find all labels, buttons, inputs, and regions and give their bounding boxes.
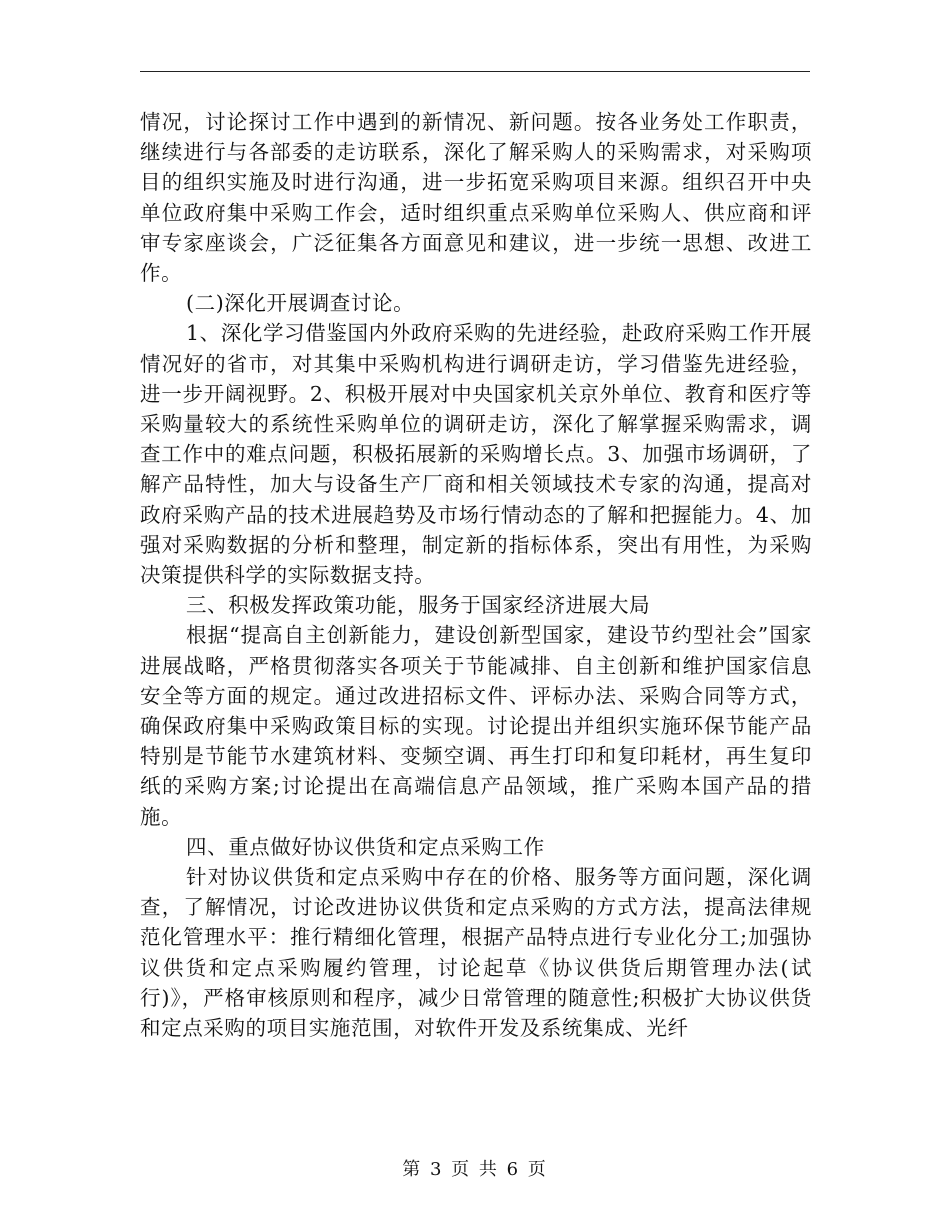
section-heading-survey: (二)深化开展调查讨论。 — [186, 291, 415, 316]
paragraph-continuation: 情况，讨论探讨工作中遇到的新情况、新问题。按各业务处工作职责，继续进行与各部委的走访联系，深化了解采购人的采购需求，对采购项目的组织实施及时进行沟通，进一步拓宽采购项目来源。组织召开中央单位政府集中采购工作会，适时组织重点采购单位采购人、供应商和评审专家座谈会，广泛征集各方面意见和建议，进一步统一思想、改进工作。 — [140, 110, 812, 286]
paragraph-policy-details: 根据“提高自主创新能力，建设创新型国家，建设节约型社会”国家进展战略，严格贯彻落实各项关于节能减排、自主创新和维护国家信息安全等方面的规定。通过改进招标文件、评标办法、采购合同等方式，确保政府集中采购政策目标的实现。讨论提出并组织实施环保节能产品特别是节能节水建筑材料、变频空调、再生打印和复印耗材，再生复印纸的采购方案;讨论提出在高端信息产品领域，推广采购本国产品的措施。 — [140, 623, 812, 829]
header-rule — [140, 71, 810, 72]
page-number: 第 3 页 共 6 页 — [402, 1159, 548, 1180]
section-heading-policy: 三、积极发挥政策功能，服务于国家经济进展大局 — [186, 593, 651, 618]
section-heading-agreement-supply: 四、重点做好协议供货和定点采购工作 — [186, 834, 545, 859]
paragraph-survey-details: 1、深化学习借鉴国内外政府采购的先进经验，赴政府采购工作开展情况好的省市，对其集中采购机构进行调研走访，学习借鉴先进经验，进一步开阔视野。2、积极开展对中央国家机关京外单位、教育和医疗等采购量较大的系统性采购单位的调研走访，深化了解掌握采购需求，调查工作中的难点问题，积极拓展新的采购增长点。3、加强市场调研，了解产品特性，加大与设备生产厂商和相关领域技术专家的沟通，提高对政府采购产品的技术进展趋势及市场行情动态的了解和把握能力。4、加强对采购数据的分析和整理，制定新的指标体系，突出有用性，为采购决策提供科学的实际数据支持。 — [140, 321, 812, 588]
document-body — [140, 107, 812, 1043]
paragraph-agreement-supply-details: 针对协议供货和定点采购中存在的价格、服务等方面问题，深化调查，了解情况，讨论改进协议供货和定点采购的方式方法，提高法律规范化管理水平：推行精细化管理，根据产品特点进行专业化分工;加强协议供货和定点采购履约管理，讨论起草《协议供货后期管理办法(试行)》，严格审核原则和程序，减少日常管理的随意性;积极扩大协议供货和定点采购的项目实施范围，对软件开发及系统集成、光纤 — [140, 865, 812, 1041]
